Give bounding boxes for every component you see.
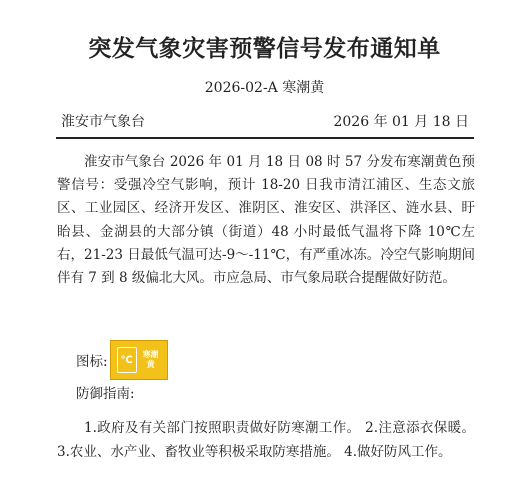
thermometer-symbol-icon: ℃	[117, 347, 137, 373]
guide-text: 1.政府及有关部门按照职责做好防寒潮工作。 2.注意添衣保暖。 3.农业、水产业、畜牧业等积极采取防寒措施。 4.做好防风工作。	[57, 420, 475, 460]
icon-label: 图标:	[76, 354, 108, 370]
issue-date: 2026 年 01 月 18 日	[333, 114, 469, 130]
warning-icon-text	[141, 350, 161, 370]
notice-body: 淮安市气象台 2026 年 01 月 18 日 08 时 57 分发布寒潮黄色预警信号：受强冷空气影响，预计 18-20 日我市清江浦区、生态文旅区、工业园区、经济开发区、淮阴区、淮安区、洪泽区、涟水县、盱眙县、金湖县的大部分镇（街道）48 小时最低气温将下降 10℃左右，21-23 日最低气温可达-9～-11℃，有严重冰冻。冷空气影响期间伴有 7 到 8 级偏北大风。市应急局、市气象局联合提醒做好防范。	[57, 154, 475, 287]
warning-icon-text-line2: 黄	[146, 360, 155, 369]
guide-title: 防御指南:	[76, 386, 135, 402]
page-title: 突发气象灾害预警信号发布通知单	[88, 36, 441, 62]
header-divider	[56, 137, 474, 139]
icon-row	[76, 340, 168, 380]
issuer-name: 淮安市气象台	[61, 114, 145, 130]
cold-wave-yellow-warning-icon	[110, 340, 168, 380]
signal-code: 2026-02-A 寒潮黄	[204, 80, 325, 96]
warning-icon-text-line1: 寒潮	[142, 350, 159, 359]
